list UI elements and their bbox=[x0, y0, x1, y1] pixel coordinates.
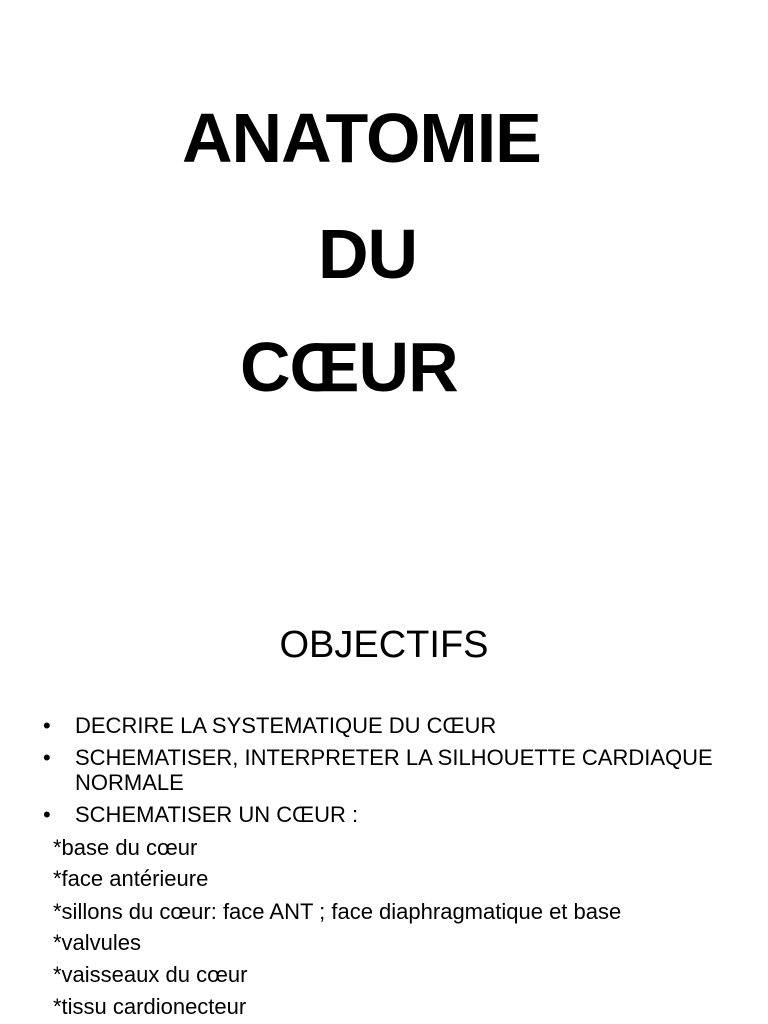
objective-text bbox=[75, 745, 713, 795]
sub-item-valvules: *valvules bbox=[53, 930, 142, 955]
objectives-heading: OBJECTIFS bbox=[279, 624, 489, 666]
sub-item-vaisseaux: *vaisseaux du cœur bbox=[53, 962, 248, 987]
title-line-2: DU bbox=[318, 215, 418, 293]
bullet-dot-icon: • bbox=[43, 745, 51, 770]
sub-item-sillons: *sillons du cœur: face ANT ; face diaphragmatique et base bbox=[53, 899, 622, 924]
sub-item-tissu: *tissu cardionecteur bbox=[53, 994, 247, 1019]
objective-text-line-1: SCHEMATISER, INTERPRETER LA SILHOUETTE CARDIAQUE bbox=[75, 745, 713, 770]
sub-item-base: *base du cœur bbox=[53, 835, 198, 860]
title-line-1: ANATOMIE bbox=[182, 99, 541, 177]
title-line-3: CŒUR bbox=[240, 328, 458, 406]
objective-text-line-2: NORMALE bbox=[75, 770, 184, 795]
sub-item-face-anterieure: *face antérieure bbox=[53, 866, 209, 891]
objective-text: DECRIRE LA SYSTEMATIQUE DU CŒUR bbox=[75, 713, 497, 738]
bullet-dot-icon: • bbox=[43, 802, 51, 827]
objective-text: SCHEMATISER UN CŒUR : bbox=[75, 802, 359, 827]
bullet-dot-icon: • bbox=[43, 713, 51, 738]
